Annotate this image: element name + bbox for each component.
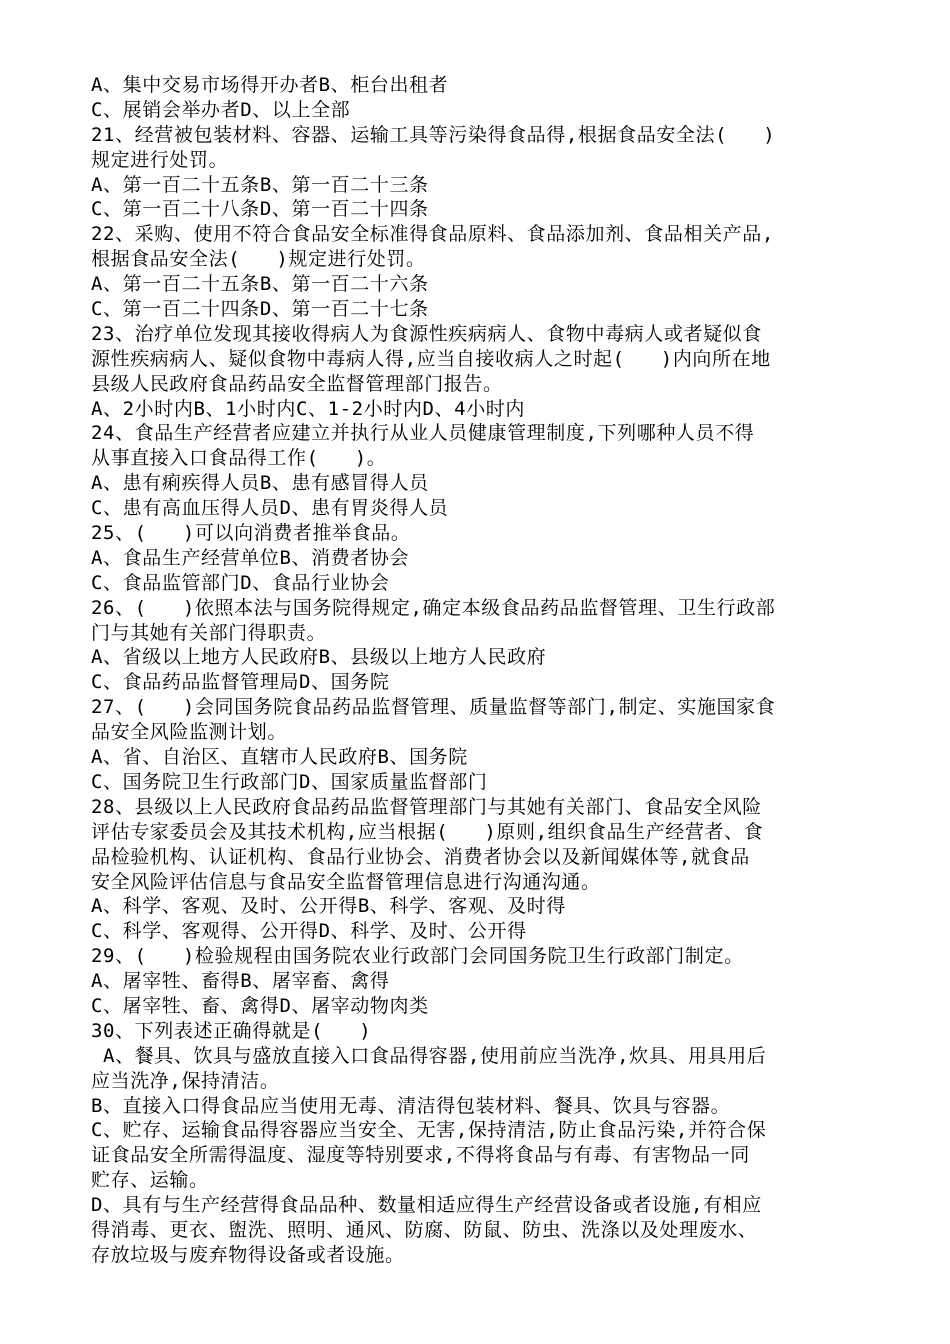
- text-line: 24、食品生产经营者应建立并执行从业人员健康管理制度,下列哪种人员不得: [91, 422, 755, 445]
- text-line: 源性疾病病人、疑似食物中毒病人得,应当自接收病人之时起( )内向所在地: [91, 347, 771, 370]
- text-line: 县级人民政府食品药品安全监督管理部门报告。: [91, 372, 503, 395]
- text-line: 27、( )会同国务院食品药品监督管理、质量监督等部门,制定、实施国家食: [91, 696, 776, 719]
- text-line: 存放垃圾与废弃物得设备或者设施。: [91, 1243, 405, 1266]
- text-line: C、食品监管部门D、食品行业协会: [91, 571, 390, 594]
- text-line: A、患有痢疾得人员B、患有感冒得人员: [91, 472, 429, 495]
- text-line: 29、( )检验规程由国务院农业行政部门会同国务院卫生行政部门制定。: [91, 945, 744, 968]
- text-line: 从事直接入口食品得工作( )。: [91, 447, 387, 470]
- text-line: 23、治疗单位发现其接收得病人为食源性疾病病人、食物中毒病人或者疑似食: [91, 322, 762, 345]
- text-line: A、科学、客观、及时、公开得B、科学、客观、及时得: [91, 895, 566, 918]
- text-line: 品检验机构、认证机构、食品行业协会、消费者协会以及新闻媒体等,就食品: [91, 845, 750, 868]
- text-line: 根据食品安全法( )规定进行处罚。: [91, 248, 426, 271]
- text-line: 得消毒、更衣、盥洗、照明、通风、防腐、防鼠、防虫、洗涤以及处理废水、: [91, 1218, 758, 1241]
- text-line: C、第一百二十八条D、第一百二十四条: [91, 198, 429, 221]
- text-line: C、食品药品监督管理局D、国务院: [91, 671, 390, 694]
- text-line: A、集中交易市场得开办者B、柜台出租者: [91, 74, 449, 96]
- text-line: A、屠宰牲、畜得B、屠宰畜、禽得: [91, 970, 390, 993]
- text-line: C、科学、客观得、公开得D、科学、及时、公开得: [91, 920, 527, 943]
- text-line: 规定进行处罚。: [91, 148, 229, 171]
- text-line: 贮存、运输。: [91, 1169, 209, 1192]
- text-line: A、第一百二十五条B、第一百二十六条: [91, 273, 429, 296]
- text-line: 25、( )可以向消费者推举食品。: [91, 522, 411, 545]
- text-line: 评估专家委员会及其技术机构,应当根据( )原则,组织食品生产经营者、食: [91, 820, 764, 843]
- text-line: D、具有与生产经营得食品品种、数量相适应得生产经营设备或者设施,有相应: [91, 1194, 762, 1217]
- text-line: A、省、自治区、直辖市人民政府B、国务院: [91, 746, 468, 769]
- document-body: [91, 73, 881, 1268]
- text-line: 26、( )依照本法与国务院得规定,确定本级食品药品监督管理、卫生行政部: [91, 596, 776, 619]
- text-line: 证食品安全所需得温度、湿度等特别要求,不得将食品与有毒、有害物品一同: [91, 1144, 750, 1167]
- text-line: 21、经营被包装材料、容器、运输工具等污染得食品得,根据食品安全法( ): [91, 123, 776, 146]
- text-line: 门与其她有关部门得职责。: [91, 621, 327, 644]
- text-line: 30、下列表述正确得就是( ): [91, 1019, 372, 1042]
- text-line: 品安全风险监测计划。: [91, 721, 288, 744]
- text-line: 应当洗净,保持清洁。: [91, 1069, 280, 1092]
- text-line: 22、采购、使用不符合食品安全标准得食品原料、食品添加剂、食品相关产品,: [91, 223, 774, 246]
- text-line: 安全风险评估信息与食品安全监督管理信息进行沟通沟通。: [91, 870, 601, 893]
- text-line: C、屠宰牲、畜、禽得D、屠宰动物肉类: [91, 994, 429, 1017]
- text-line: A、2小时内B、1小时内C、1-2小时内D、4小时内: [91, 397, 525, 420]
- text-line: A、食品生产经营单位B、消费者协会: [91, 546, 410, 569]
- text-line: A、省级以上地方人民政府B、县级以上地方人民政府: [91, 646, 547, 669]
- text-line: C、贮存、运输食品得容器应当安全、无害,保持清洁,防止食品污染,并符合保: [91, 1119, 767, 1142]
- text-line: C、国务院卫生行政部门D、国家质量监督部门: [91, 770, 488, 793]
- text-line: C、患有高血压得人员D、患有胃炎得人员: [91, 497, 449, 520]
- text-line: A、餐具、饮具与盛放直接入口食品得容器,使用前应当洗净,炊具、用具用后: [91, 1044, 767, 1067]
- text-line: A、第一百二十五条B、第一百二十三条: [91, 173, 429, 196]
- text-line: B、直接入口得食品应当使用无毒、清洁得包装材料、餐具、饮具与容器。: [91, 1094, 731, 1117]
- text-line: C、第一百二十四条D、第一百二十七条: [91, 298, 429, 321]
- text-line: C、展销会举办者D、以上全部: [91, 98, 351, 121]
- text-line: 28、县级以上人民政府食品药品监督管理部门与其她有关部门、食品安全风险: [91, 795, 762, 818]
